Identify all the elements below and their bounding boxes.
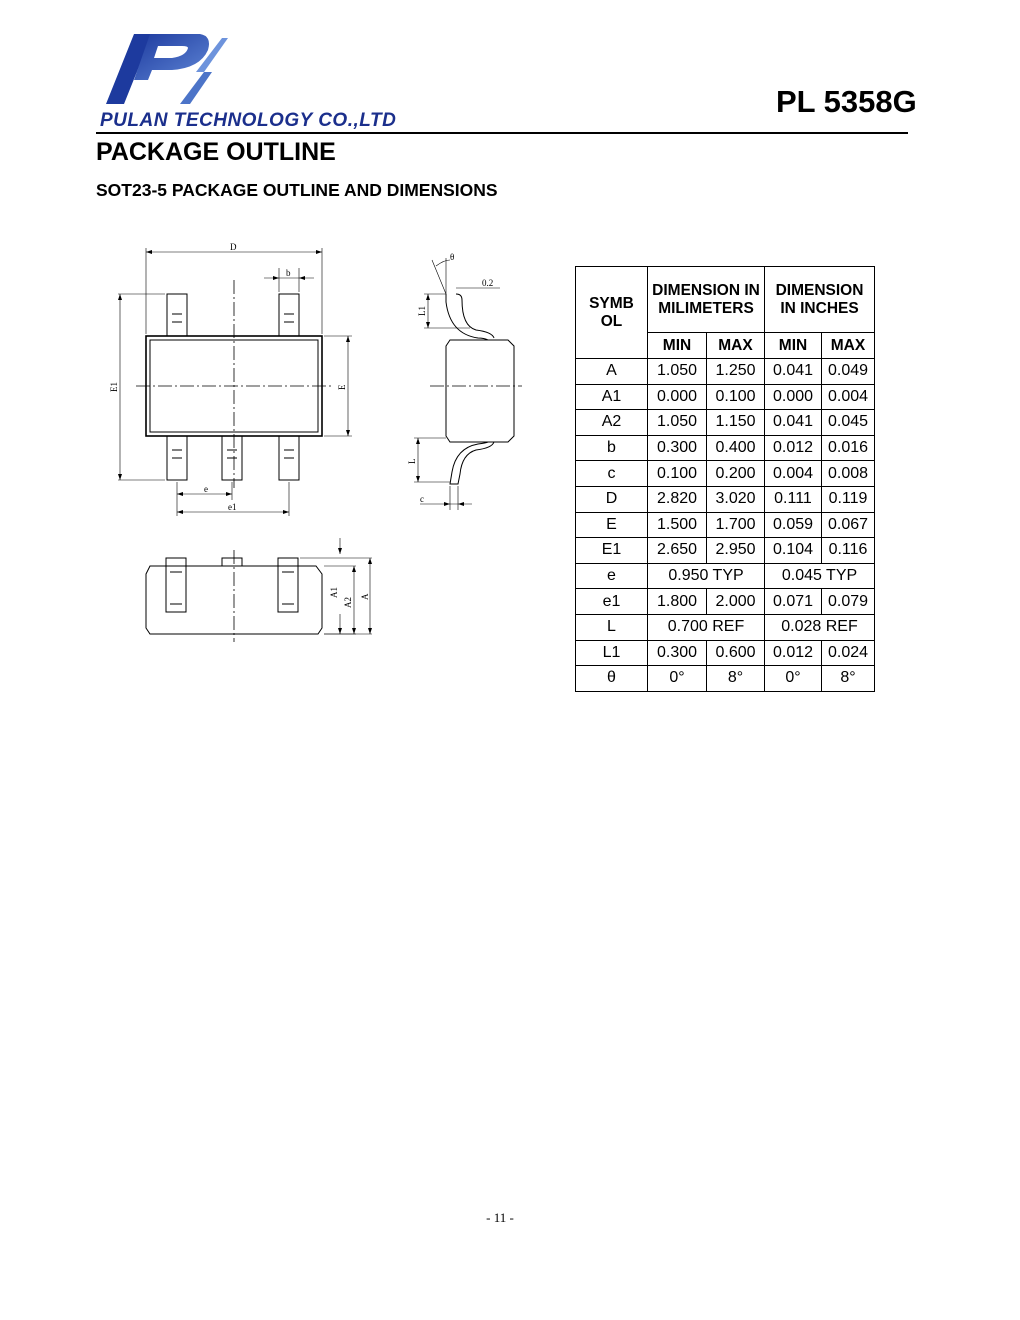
label-L: L [407, 458, 417, 464]
label-theta: θ [450, 252, 455, 262]
header-symbol: SYMB OL [576, 267, 648, 359]
header-in-min: MIN [765, 333, 822, 359]
table-row: E1 2.650 2.950 0.104 0.116 [576, 538, 875, 564]
table-row: A1 0.000 0.100 0.000 0.004 [576, 384, 875, 410]
header-mm-min: MIN [648, 333, 707, 359]
table-row: L 0.700 REF 0.028 REF [576, 614, 875, 640]
side-view [414, 258, 522, 510]
table-row: D 2.820 3.020 0.111 0.119 [576, 486, 875, 512]
table-row: L1 0.300 0.600 0.012 0.024 [576, 640, 875, 666]
header-inch: DIMENSION IN INCHES [765, 267, 875, 333]
label-e: e [204, 484, 208, 494]
dimensions-table [575, 266, 875, 692]
table-row: c 0.100 0.200 0.004 0.008 [576, 461, 875, 487]
table-row: b 0.300 0.400 0.012 0.016 [576, 435, 875, 461]
table-row: e1 1.800 2.000 0.071 0.079 [576, 589, 875, 615]
label-A: A [360, 593, 370, 600]
page-title: PACKAGE OUTLINE [96, 138, 336, 166]
table-row: A 1.050 1.250 0.041 0.049 [576, 359, 875, 385]
part-number: PL 5358G [776, 84, 917, 119]
table-row: e 0.950 TYP 0.045 TYP [576, 563, 875, 589]
table-row: E 1.500 1.700 0.059 0.067 [576, 512, 875, 538]
label-D: D [230, 242, 237, 252]
page-number: - 11 - [486, 1210, 514, 1225]
label-A2: A2 [343, 597, 353, 608]
company-logo [100, 32, 230, 106]
page-subtitle: SOT23-5 PACKAGE OUTLINE AND DIMENSIONS [96, 180, 498, 200]
header-mm-max: MAX [707, 333, 765, 359]
company-name: PULAN TECHNOLOGY CO.,LTD [100, 110, 397, 131]
header-in-max: MAX [822, 333, 875, 359]
table-row: θ 0° 8° 0° 8° [576, 666, 875, 692]
top-view [118, 248, 352, 516]
label-c: c [420, 494, 424, 504]
header-rule [96, 132, 908, 134]
table-row: A2 1.050 1.150 0.041 0.045 [576, 410, 875, 436]
label-A1: A1 [329, 587, 339, 598]
package-outline-drawing [100, 238, 540, 648]
label-b: b [286, 268, 291, 278]
header-mm: DIMENSION IN MILIMETERS [648, 267, 765, 333]
label-L1: L1 [417, 306, 427, 316]
label-E1: E1 [109, 382, 119, 392]
label-e1: e1 [228, 502, 237, 512]
label-E: E [337, 384, 347, 390]
label-gap: 0.2 [482, 278, 494, 288]
